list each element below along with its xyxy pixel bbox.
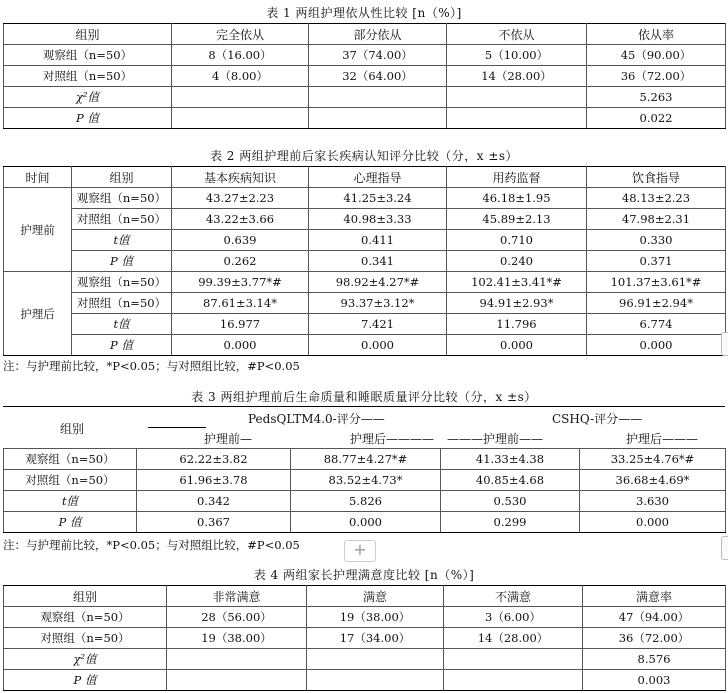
t2-after-label: 护理后	[4, 272, 72, 356]
t2-b3c3: 0.240	[447, 251, 587, 272]
t3-r1c3: 40.85±4.68	[441, 470, 580, 491]
side-handle-bottom[interactable]	[721, 536, 728, 560]
t2-a1c1: 87.61±3.14*	[172, 293, 309, 314]
t2-h2: 基本疾病知识	[172, 167, 309, 188]
table-row	[4, 607, 726, 628]
t2-a3c0: P 值	[72, 335, 172, 356]
t2-b2c4: 0.330	[587, 230, 726, 251]
table3	[3, 448, 726, 533]
table-row	[4, 209, 726, 230]
table-row	[4, 670, 726, 691]
table3-top-rule	[3, 406, 725, 407]
t1-r1c3: 14（28.00）	[447, 66, 587, 87]
t2-b0c4: 48.13±2.23	[587, 188, 726, 209]
t3-r0c1: 62.22±3.82	[137, 449, 291, 470]
t4-r1c0: 对照组（n=50）	[4, 628, 167, 649]
t4-r0c3: 3（6.00）	[444, 607, 583, 628]
table-row	[4, 108, 726, 129]
table-row	[4, 66, 726, 87]
t2-a0c0: 观察组（n=50）	[72, 272, 172, 293]
t1-r3c0: P 值	[4, 108, 172, 129]
t3-r0c4: 33.25±4.76*#	[580, 449, 726, 470]
table-row	[4, 470, 726, 491]
t3-r1c4: 36.68±4.69*	[580, 470, 726, 491]
t4-r3c4: 0.003	[583, 670, 726, 691]
t1-r0c3: 5（10.00）	[447, 45, 587, 66]
t1-h4: 依从率	[587, 24, 726, 45]
t2-b2c2: 0.411	[309, 230, 447, 251]
t4-r1c3: 14（28.00）	[444, 628, 583, 649]
t2-a0c4: 101.37±3.61*#	[587, 272, 726, 293]
t1-r1c0: 对照组（n=50）	[4, 66, 172, 87]
t3-r2c3: 0.530	[441, 491, 580, 512]
t3-r3c4: 0.000	[580, 512, 726, 533]
side-handle-top[interactable]	[721, 332, 728, 356]
t1-r1c1: 4（8.00）	[172, 66, 309, 87]
t2-a2c3: 11.796	[447, 314, 587, 335]
t1-h3: 不依从	[447, 24, 587, 45]
t3-r2c0: t值	[4, 491, 137, 512]
t2-h3: 心理指导	[309, 167, 447, 188]
t3-r0c2: 88.77±4.27*#	[291, 449, 441, 470]
t3-r3c3: 0.299	[441, 512, 580, 533]
t4-r0c0: 观察组（n=50）	[4, 607, 167, 628]
t2-a0c3: 102.41±3.41*#	[447, 272, 587, 293]
t4-h1: 非常满意	[167, 586, 307, 607]
t2-b3c1: 0.262	[172, 251, 309, 272]
t2-b2c0: t值	[72, 230, 172, 251]
t2-b3c4: 0.371	[587, 251, 726, 272]
t2-b3c0: P 值	[72, 251, 172, 272]
table2-header-row	[4, 167, 726, 188]
t3-r1c0: 对照组（n=50）	[4, 470, 137, 491]
t4-r0c2: 19（38.00）	[307, 607, 444, 628]
t1-r0c0: 观察组（n=50）	[4, 45, 172, 66]
t4-h2: 满意	[307, 586, 444, 607]
t3-r2c1: 0.342	[137, 491, 291, 512]
table1	[3, 23, 726, 129]
t3-r3c0: P 值	[4, 512, 137, 533]
t4-r0c1: 28（56.00）	[167, 607, 307, 628]
t4-h0: 组别	[4, 586, 167, 607]
t4-r2c3	[444, 649, 583, 670]
t2-a2c1: 16.977	[172, 314, 309, 335]
t2-a1c4: 96.91±2.94*	[587, 293, 726, 314]
t4-r3c1	[167, 670, 307, 691]
t2-a2c0: t值	[72, 314, 172, 335]
t2-b2c3: 0.710	[447, 230, 587, 251]
t1-h2: 部分依从	[309, 24, 447, 45]
table4-caption: 表 4 两组家长护理满意度比较 [n（%）]	[253, 568, 475, 582]
t2-a0c1: 99.39±3.77*#	[172, 272, 309, 293]
t4-r1c2: 17（34.00）	[307, 628, 444, 649]
t4-r1c1: 19（38.00）	[167, 628, 307, 649]
t4-r3c0: P 值	[4, 670, 167, 691]
table-row	[4, 491, 726, 512]
table1-header-row	[4, 24, 726, 45]
t1-r1c4: 36（72.00）	[587, 66, 726, 87]
table3-sub-2: ———护理前——	[447, 432, 544, 446]
table3-left-rule	[148, 427, 206, 428]
t2-a2c2: 7.421	[309, 314, 447, 335]
table-row	[4, 512, 726, 533]
t2-b1c3: 45.89±2.13	[447, 209, 587, 230]
table-row	[4, 45, 726, 66]
t3-r3c1: 0.367	[137, 512, 291, 533]
t2-b1c1: 43.22±3.66	[172, 209, 309, 230]
t1-r1c2: 32（64.00）	[309, 66, 447, 87]
t2-b1c4: 47.98±2.31	[587, 209, 726, 230]
table3-peds-header: PedsQLTM4.0-评分——	[248, 412, 385, 426]
t4-r2c1	[167, 649, 307, 670]
table-row	[4, 87, 726, 108]
t2-b1c0: 对照组（n=50）	[72, 209, 172, 230]
t2-a3c1: 0.000	[172, 335, 309, 356]
t1-r3c2	[309, 108, 447, 129]
table-row	[4, 293, 726, 314]
t1-r2c3	[447, 87, 587, 108]
t1-r0c4: 45（90.00）	[587, 45, 726, 66]
add-block-button[interactable]: +	[344, 540, 376, 562]
table2	[3, 166, 726, 356]
t3-r3c2: 0.000	[291, 512, 441, 533]
table-row	[4, 188, 726, 209]
t1-r3c1	[172, 108, 309, 129]
t4-h4: 满意率	[583, 586, 726, 607]
t4-r2c4: 8.576	[583, 649, 726, 670]
table3-cshq-header: CSHQ-评分——	[552, 412, 643, 426]
table2-caption: 表 2 两组护理前后家长疾病认知评分比较（分，x ±s）	[209, 149, 519, 163]
t2-b2c1: 0.639	[172, 230, 309, 251]
t3-r1c2: 83.52±4.73*	[291, 470, 441, 491]
t4-r3c2	[307, 670, 444, 691]
t4-r2c0: χ²值	[4, 649, 167, 670]
table-row	[4, 314, 726, 335]
t3-r1c1: 61.96±3.78	[137, 470, 291, 491]
table4	[3, 585, 726, 691]
table-row	[4, 251, 726, 272]
table3-caption: 表 3 两组护理前后生命质量和睡眠质量评分比较（分，x ±s）	[191, 390, 537, 404]
t2-a2c4: 6.774	[587, 314, 726, 335]
t3-r0c3: 41.33±4.38	[441, 449, 580, 470]
t3-r2c4: 3.630	[580, 491, 726, 512]
table4-header-row	[4, 586, 726, 607]
t1-h0: 组别	[4, 24, 172, 45]
t2-a3c3: 0.000	[447, 335, 587, 356]
table-row	[4, 335, 726, 356]
t2-b0c2: 41.25±3.24	[309, 188, 447, 209]
t4-r3c3	[444, 670, 583, 691]
t1-r3c3	[447, 108, 587, 129]
table3-note: 注：与护理前比较，*P<0.05；与对照组比较，#P<0.05	[3, 538, 300, 552]
table-row	[4, 628, 726, 649]
table3-group-header: 组别	[60, 422, 85, 436]
table1-caption: 表 1 两组护理依从性比较 [n（%）]	[266, 6, 462, 20]
t2-b0c3: 46.18±1.95	[447, 188, 587, 209]
t1-h1: 完全依从	[172, 24, 309, 45]
t2-b3c2: 0.341	[309, 251, 447, 272]
t1-r2c1	[172, 87, 309, 108]
t1-r0c1: 8（16.00）	[172, 45, 309, 66]
t1-r0c2: 37（74.00）	[309, 45, 447, 66]
t2-h1: 组别	[72, 167, 172, 188]
t1-r2c4: 5.263	[587, 87, 726, 108]
t2-b0c1: 43.27±2.23	[172, 188, 309, 209]
t2-h5: 饮食指导	[587, 167, 726, 188]
t4-r0c4: 47（94.00）	[583, 607, 726, 628]
t2-a1c2: 93.37±3.12*	[309, 293, 447, 314]
table3-sub-1: 护理后————	[350, 432, 435, 446]
t2-a3c4: 0.000	[587, 335, 726, 356]
t3-r0c0: 观察组（n=50）	[4, 449, 137, 470]
t2-a1c3: 94.91±2.93*	[447, 293, 587, 314]
t4-r2c2	[307, 649, 444, 670]
table-row	[4, 449, 726, 470]
table3-sub-3: 护理后———	[626, 432, 699, 446]
t2-h4: 用药监督	[447, 167, 587, 188]
t2-b0c0: 观察组（n=50）	[72, 188, 172, 209]
t2-h0: 时间	[4, 167, 72, 188]
t2-a0c2: 98.92±4.27*#	[309, 272, 447, 293]
t2-a1c0: 对照组（n=50）	[72, 293, 172, 314]
t2-b1c2: 40.98±3.33	[309, 209, 447, 230]
table2-note: 注：与护理前比较，*P<0.05；与对照组比较，#P<0.05	[3, 359, 300, 373]
t2-a3c2: 0.000	[309, 335, 447, 356]
table-row	[4, 272, 726, 293]
table-row	[4, 230, 726, 251]
table-row	[4, 649, 726, 670]
t4-r1c4: 36（72.00）	[583, 628, 726, 649]
t1-r2c0: χ²值	[4, 87, 172, 108]
t1-r3c4: 0.022	[587, 108, 726, 129]
t1-r2c2	[309, 87, 447, 108]
t4-h3: 不满意	[444, 586, 583, 607]
t3-r2c2: 5.826	[291, 491, 441, 512]
t2-before-label: 护理前	[4, 188, 72, 272]
table3-sub-0: 护理前—	[204, 432, 253, 446]
